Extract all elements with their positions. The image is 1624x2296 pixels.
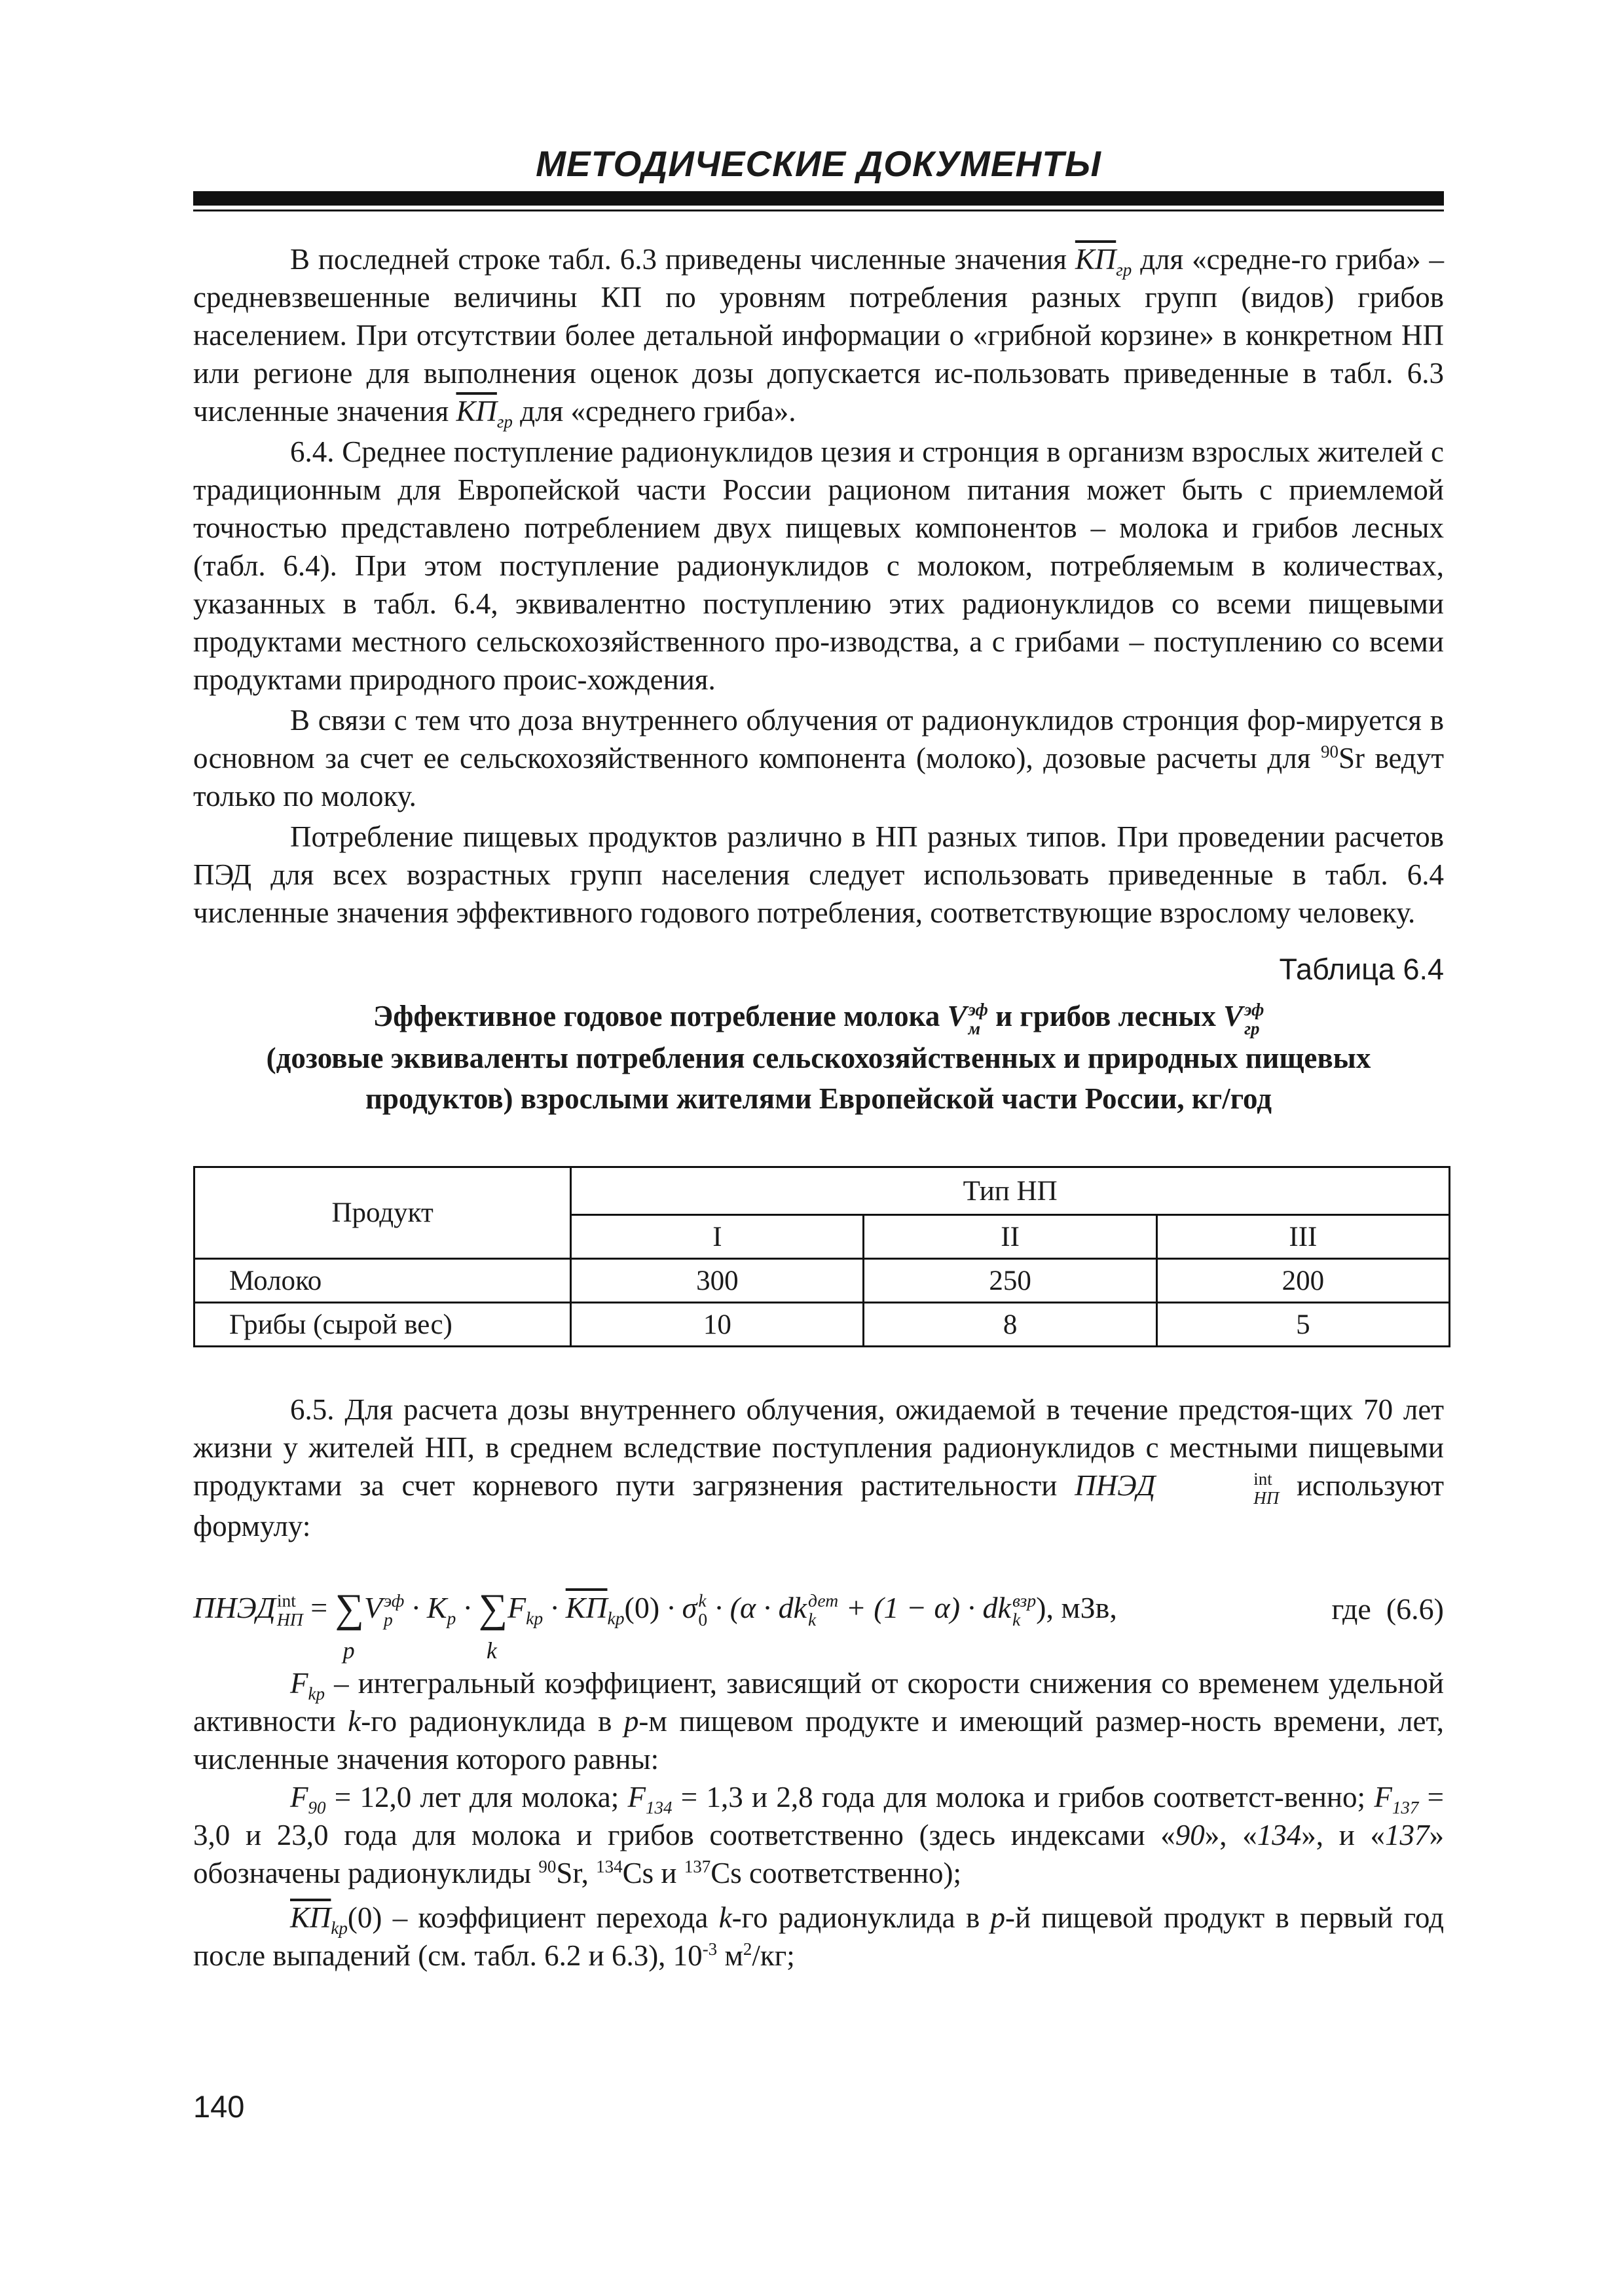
row-label: Молоко <box>194 1259 571 1303</box>
table-cell: 10 <box>571 1303 864 1347</box>
header-type-2: II <box>864 1215 1156 1259</box>
sum-symbol: ∑ k <box>478 1586 508 1664</box>
table-label: Таблица 6.4 <box>1279 953 1444 986</box>
kp-symbol: КП <box>1075 243 1116 276</box>
body-text <box>193 240 1444 932</box>
formula-number: где (6.6) <box>1331 1592 1444 1626</box>
row-label: Грибы (сырой вес) <box>194 1303 571 1347</box>
paragraph-7: $F_{90} = 12,0$ лет для молока; $F_{134} = 1,3$ и 2,8 года для молока и грибов соответст-венно; $F_{137} = 3,0$ и 23,0 года для молока и грибов соответственно (здесь индексами «90», «134», и «137» обозначены радионуклиды $^{90}$Sr, $^{134}$Cs и $^{137}$Cs соответственно); <box>193 1781 1445 1890</box>
formula-expression: ПНЭД int НП = ∑ p V эф p · $K_p$ · ∑ k $F_{kp} \cdot КП_{kp}(0) \cdot \sigma$ k 0 · (α · dk дет k + (1 − α) · dk взр k ), мЗв, <box>193 1586 1117 1664</box>
table-header-row <box>194 1167 1450 1215</box>
paragraph-3: В связи с тем что доза внутреннего облучения от радионуклидов стронция фор-мируется в основном за счет ее сельскохозяйственного компонента (молоко), дозовые расчеты для $^{90}$Sr ведут только по молоку. <box>193 704 1444 812</box>
table-row <box>194 1259 1450 1303</box>
page-content <box>193 137 1444 1975</box>
kp-symbol: КП <box>456 395 497 428</box>
table-cell: 5 <box>1156 1303 1449 1347</box>
page-number: 140 <box>193 2089 245 2124</box>
table-row <box>194 1303 1450 1347</box>
header-type-1: I <box>571 1215 864 1259</box>
body-text-3 <box>193 1664 1444 1975</box>
header-rule-thick <box>193 191 1444 206</box>
table-cell: 250 <box>864 1259 1156 1303</box>
sum-symbol: ∑ p <box>335 1586 364 1664</box>
paragraph-1: В последней строке табл. 6.3 приведены численные значения $КП_{гр}$ для «средне-го гриба» – средневзвешенные величины КП по уровням потребления разных групп (видов) грибов населением. При отсутствии более детальной информации о «грибной корзине» в конкретном НП или регионе для выполнения оценок дозы допускается ис-пользовать приведенные в табл. 6.3 численные значения $КП_{гр}$ для «среднего гриба». <box>193 243 1444 431</box>
table-cell: 300 <box>571 1259 864 1303</box>
running-header: МЕТОДИЧЕСКИЕ ДОКУМЕНТЫ <box>536 143 1101 184</box>
table-title: Эффективное годовое потребление молока V эф м и грибов лесных V эф гр (дозовые эквиваленты потребления сельскохозяйственных и природных пищевых продуктов) взрослыми жителями Европейской части России, кг/год <box>266 1000 1371 1116</box>
header-type-3: III <box>1156 1215 1449 1259</box>
body-text-2 <box>193 1391 1444 1545</box>
paragraph-5: 6.5. Для расчета дозы внутреннего облучения, ожидаемой в течение предстоя-щих 70 лет жизни у жителей НП, в среднем вследствие поступления радионуклидов с местными пищевыми продуктами за счет корневого пути загрязнения растительности ПНЭД int НП используют формулу: <box>193 1393 1444 1543</box>
consumption-table <box>193 1166 1450 1347</box>
table-cell: 8 <box>864 1303 1156 1347</box>
paragraph-6: $F_{kp}$ – интегральный коэффициент, зависящий от скорости снижения со временем удельной активности k-го радионуклида в p-м пищевом продукте и имеющий размер-ность времени, лет, численные значения которого равны: <box>193 1667 1444 1776</box>
header-np-type: Тип НП <box>571 1167 1450 1215</box>
header-product: Продукт <box>194 1167 571 1259</box>
header-rule-thin <box>193 210 1444 211</box>
table-cell: 200 <box>1156 1259 1449 1303</box>
paragraph-4: Потребление пищевых продуктов различно в НП разных типов. При проведении расчетов ПЭД для всех возрастных групп населения следует использовать приведенные в табл. 6.4 численные значения эффективного годового потребления, соответствующие взрослому человеку. <box>193 820 1444 929</box>
formula-6-6 <box>193 1566 1444 1664</box>
paragraph-8: $КП_{kp}(0)$ – коэффициент перехода k-го радионуклида в p-й пищевой продукт в первый год после выпадений (см. табл. 6.2 и 6.3), $10^{-3}$ $м^2/кг$; <box>193 1901 1445 1973</box>
paragraph-2: 6.4. Среднее поступление радионуклидов цезия и стронция в организм взрослых жителей с традиционным для Европейской части России рационом питания может быть с приемлемой точностью представлено потреблением двух пищевых компонентов – молока и грибов лесных (табл. 6.4). При этом поступление радионуклидов с молоком, потребляемым в количествах, указанных в табл. 6.4, эквивалентно поступлению этих радионуклидов со всеми пищевыми продуктами местного сельскохозяйственного про-изводства, а с грибами – поступлению со всеми продуктами природного проис-хождения. <box>193 435 1444 696</box>
